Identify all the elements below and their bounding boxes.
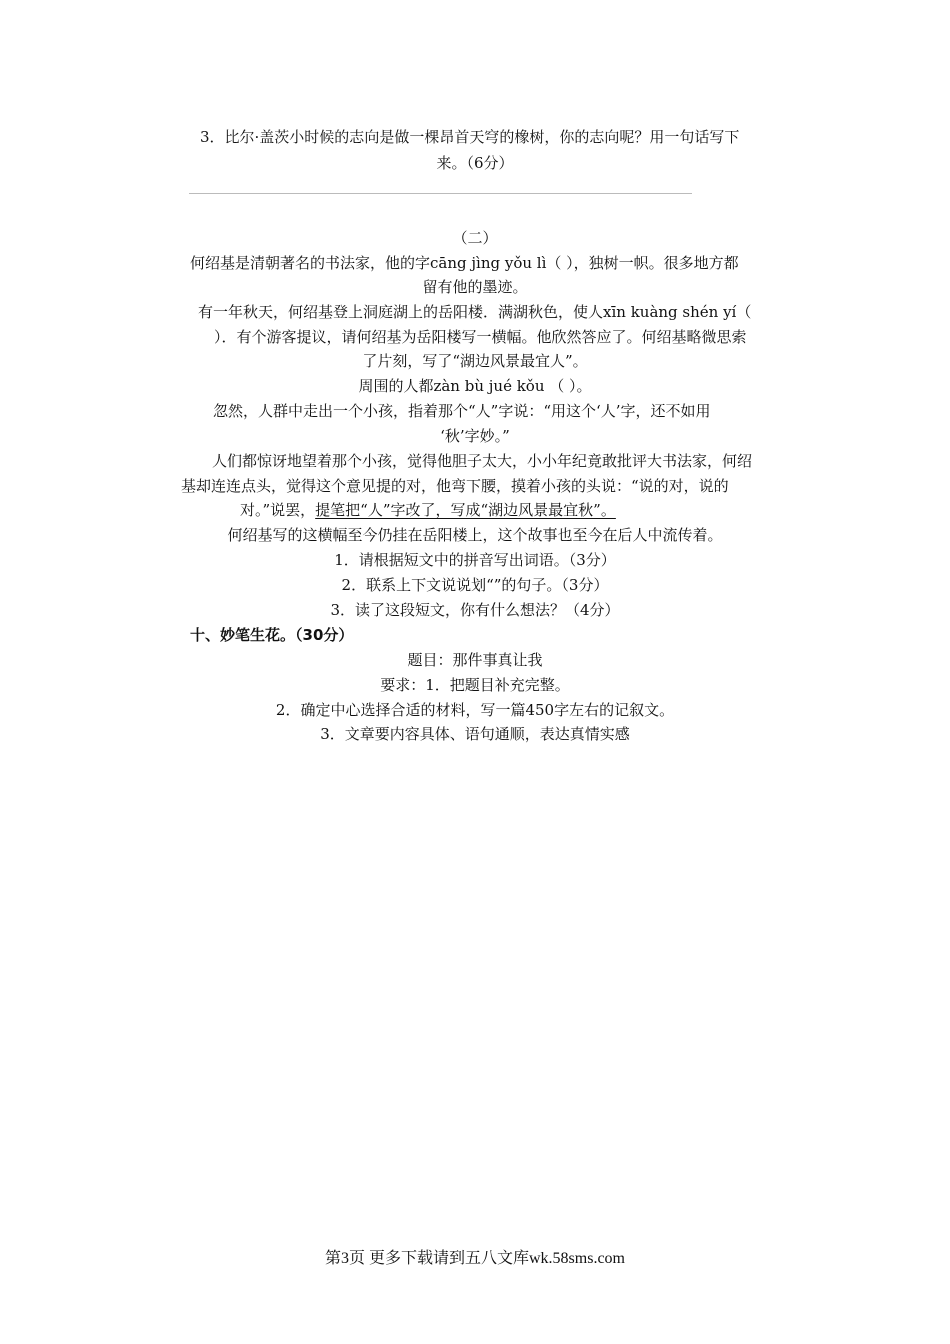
- essay-topic: 题目：那件事真让我: [407, 651, 543, 669]
- passage-2-question-3: 3．读了这段短文，你有什么想法？（4分）: [330, 601, 620, 619]
- essay-requirement-2: 2．确定中心选择合适的材料，写一篇450字左右的记叙文。: [275, 701, 675, 719]
- paragraph-2-line-3: 了片刻，写了“湖边风景最宜人”。: [362, 352, 588, 370]
- passage-2-heading: （二）: [452, 229, 498, 247]
- paragraph-1-line-1: 何绍基是清朝著名的书法家，他的字cāng jìng yǒu lì（ ），独树一帜。很多地方都: [190, 254, 739, 272]
- passage-2-question-1: 1．请根据短文中的拼音写出词语。（3分）: [334, 551, 616, 569]
- paragraph-2-line-2: ）．有个游客提议，请何绍基为岳阳楼写一横幅。他欣然答应了。何绍基略微思索: [214, 328, 747, 346]
- paragraph-5-line-1: 人们都惊讶地望着那个小孩，觉得他胆子太大，小小年纪竟敢批评大书法家，何绍: [212, 452, 753, 470]
- paragraph-5-line-3: [240, 500, 616, 520]
- paragraph-1-line-2: 留有他的墨迹。: [422, 278, 528, 296]
- paragraph-4-line-2: ‘秋’字妙。”: [440, 427, 510, 445]
- question-3-line-2: 来。（6分）: [436, 154, 514, 172]
- page-footer: 第3页 更多下载请到五八文库wk.58sms.com: [324, 1250, 625, 1267]
- underlined-sentence: 提笔把“人”字改了，写成“湖边风景最宜秋”。: [315, 501, 616, 519]
- answer-line: [189, 193, 692, 194]
- paragraph-6: 何绍基写的这横幅至今仍挂在岳阳楼上，这个故事也至今在后人中流传着。: [227, 526, 723, 544]
- paragraph-3: 周围的人都zàn bù jué kǒu （ ）。: [358, 377, 592, 395]
- paragraph-5-line-2: 基却连连点头，觉得这个意见提的对，他弯下腰，摸着小孩的头说：“说的对，说的: [181, 477, 729, 495]
- paragraph-4-line-1: 忽然，人群中走出一个小孩，指着那个“人”字说：“用这个‘人’字，还不如用: [213, 402, 711, 420]
- question-3-line-1: 3．比尔·盖茨小时候的志向是做一棵昂首天穹的橡树，你的志向呢？用一句话写下: [200, 128, 740, 146]
- paragraph-5-line-3-plain: 对。”说罢，: [240, 501, 316, 519]
- essay-requirement-3: 3．文章要内容具体、语句通顺，表达真情实感: [320, 725, 630, 743]
- paragraph-2-line-1: 有一年秋天，何绍基登上洞庭湖上的岳阳楼．满湖秋色，使人xīn kuàng shén yí（: [198, 303, 752, 321]
- essay-requirement-1: 要求：1．把题目补充完整。: [380, 676, 570, 694]
- passage-2-question-2: 2．联系上下文说说划“”的句子。（3分）: [341, 576, 609, 594]
- section-10-title: 十、妙笔生花。（30分）: [190, 626, 354, 644]
